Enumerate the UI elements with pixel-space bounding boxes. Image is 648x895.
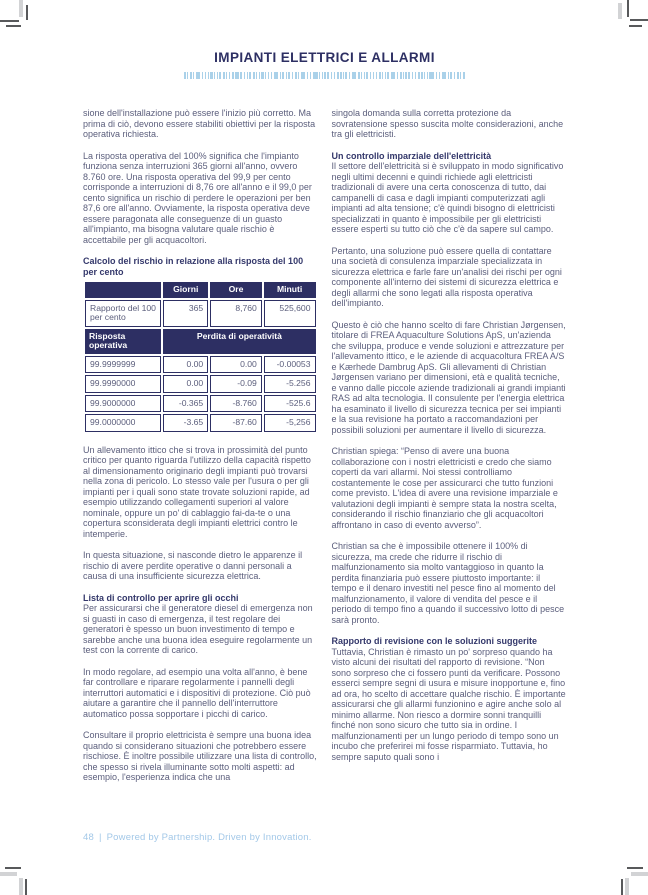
table-cell: 525,600 (264, 300, 316, 327)
table-cell: -0.365 (163, 395, 208, 413)
table-row-label: 99.0000000 (85, 414, 161, 432)
table-row (85, 395, 316, 413)
paragraph: In questa situazione, si nasconde dietro le apparenze il rischio di avere perdite operative o danni personali a causa di una insufficiente sicurezza elettrica. (83, 550, 303, 581)
table-row-label: 99.9990000 (85, 375, 161, 393)
table-row-label: 99.9000000 (85, 395, 161, 413)
section-heading: Lista di controllo per aprire gli occhi (83, 592, 239, 603)
paragraph: singola domanda sulla corretta protezione da sovratensione spesso suscita molte considerazioni, anche tra gli elettricisti. (331, 108, 564, 139)
left-column (83, 108, 318, 794)
paragraph: Consultare il proprio elettricista è sempre una buona idea quando si considerano situazioni che potrebbero essere rischiose. È inoltre possibile utilizzare una lista di controllo, che spesso si rivela illuminante sotto molti aspetti: ad esempio, l'esperienza indica che una (83, 730, 317, 782)
right-column (332, 108, 567, 794)
table-cell: -5,256 (264, 414, 316, 432)
table-cell: 0.00 (163, 375, 208, 393)
table-cell: -5.256 (264, 375, 316, 393)
footer-separator: | (98, 832, 102, 843)
paragraph: Tuttavia, Christian è rimasto un po' sorpreso quando ha visto alcuni dei risultati del rapporto di revisione. “Non sono sorpreso che ci fossero punti da verificare. Possono esserci sempre segni di usura e misure inopportune e, fino ad ora, ho scelto di accettare qualche rischio. È importante assicurarsi che gli allarmi funzionino e agire anche solo al minimo allarme. Non riesco a dormire sonni tranquilli finché non sono sicuro che tutto sia in ordine. I malfunzionamenti per un lungo periodo di tempo sono un incubo che preferirei mi fosse risparmiato. Tuttavia, ho sempre saputo quali sono i (331, 646, 566, 762)
table-header-cell: Ore (210, 282, 262, 298)
table-cell: -525.6 (264, 395, 316, 413)
table-cell: 0.00 (163, 356, 208, 374)
footer-tagline: Powered by Partnership. Driven by Innovation. (106, 832, 312, 843)
table-cell: -3.65 (163, 414, 208, 432)
paragraph: In modo regolare, ad esempio una volta all'anno, è bene far controllare e riparare regolarmente i pannelli degli interruttori automatici e i dispositivi di protezione. Ciò può aiutare a garantire che il pannello dell'interruttore automatico possa sopportare i picchi di carico. (83, 666, 311, 719)
section-heading: Calcolo del rischio in relazione alla risposta del 100 per cento (83, 256, 304, 277)
table-cell: -0.09 (210, 375, 262, 393)
paragraph: sione dell'installazione può essere l'inizio più corretto. Ma prima di ciò, devono essere stabiliti obiettivi per la risposta operativa richiesta. (83, 108, 316, 139)
paragraph: Christian sa che è impossibile ottenere il 100% di sicurezza, ma crede che ridurre il rischio di malfunzionamento sia molto vantaggioso in quanto la perdita finanziaria può essere piuttosto importante: il tempo e il denaro investiti nel pesce fino al momento del malfunzionamento, il valore di vendita del pesce e il periodo di tempo fino a quando il successivo lotto di pesce sarà pronto. (331, 541, 565, 625)
table-header-cell (85, 282, 161, 298)
table-row-label: Rapporto del 100 per cento (85, 300, 161, 327)
table-row (85, 414, 316, 432)
table-cell: 0.00 (210, 356, 262, 374)
table-subheader-span: Perdita di operatività (163, 329, 315, 354)
table-subheader-label: Risposta operativa (85, 329, 161, 354)
page-footer (83, 832, 312, 843)
section-heading: Un controllo imparziale dell'elettricità (331, 150, 492, 161)
page-title: IMPIANTI ELETTRICI E ALLARMI (214, 50, 435, 65)
table-row-label: 99.9999999 (85, 356, 161, 374)
article-header (83, 50, 566, 79)
page-number: 48 (83, 832, 94, 843)
paragraph: Christian spiega: “Penso di avere una buona collaborazione con i nostri elettricisti e credo che siamo coperti da vari allarmi. Noi stessi controlliamo costantemente le cose per assicurarci che tutto funzioni come previsto. L'idea di avere una revisione imparziale e valutazioni degli impianti è sempre stata la nostra scelta, considerando il rischio finanziario che gli acquacoltori affrontano in caso di evento avverso”. (331, 446, 558, 530)
paragraph: La risposta operativa del 100% significa che l'impianto funziona senza interruzioni 365 giorni all'anno, ovvero 8.760 ore. Una risposta operativa del 99,9 per cento corrisponde a interruzioni di 8,76 ore all'anno e il 99,0 per cento significa un rischio di perdere le operazioni per ben 87,6 ore all'anno. Ovviamente, la risposta operativa deve essere paragonata alle conseguenze di un guasto all'impianto, ma bisogna valutare quale rischio è accettabile per gli acquacoltori. (83, 150, 312, 245)
article-body (83, 108, 566, 794)
table-cell: -8.760 (210, 395, 262, 413)
table-header-cell: Minuti (264, 282, 316, 298)
table-cell: 365 (163, 300, 208, 327)
table-cell: -87.60 (210, 414, 262, 432)
risk-calculation-table (83, 280, 318, 434)
table-row (85, 375, 316, 393)
paragraph: Questo è ciò che hanno scelto di fare Christian Jørgensen, titolare di FREA Aquaculture Solutions ApS, un'azienda che sviluppa, produce e vende soluzioni e attrezzature per l'allevamento ittico, e le aziende di acquacoltura FREA A/S e Kærhede Dambrug ApS. Gli allevamenti di Christian Jørgensen variano per dimensioni, età e qualità tecniche, e vanno dalle piccole aziende tradizionali ai grandi impianti RAS ad alta tecnologia. Il consulente per l'energia elettrica ha esaminato il livello di sicurezza tecnica per sei impianti e la sua revisione ha portato a raccomandazioni per possibili soluzioni per aumentare il livello di sicurezza. (331, 319, 566, 435)
table-row (85, 356, 316, 374)
table-cell: 8,760 (210, 300, 262, 327)
paragraph: Il settore dell'elettricità si è sviluppato in modo significativo negli ultimi decenni e quindi richiede agli elettricisti tradizionali di avere una certa conoscenza di tutto, dai campanelli di casa e dagli impianti computerizzati agli impianti ad alta tensione; c'è quindi bisogno di elettricisti specializzati in quanto è impossibile per gli elettricisti essere esperti su tutto ciò che c'è da sapere sul campo. (331, 161, 564, 234)
paragraph: Pertanto, una soluzione può essere quella di contattare una società di consulenza imparziale specializzata in sicurezza elettrica e farle fare un'analisi dei rischi per ogni componente all'interno dei sistemi di sicurezza elettrica e degli allarmi che sono legati alla risposta operativa dell'impianto. (331, 245, 562, 308)
paragraph: Un allevamento ittico che si trova in prossimità del punto critico per quanto riguarda l'utilizzo della capacità rispetto al dimensionamento originario degli impianti può trovarsi nella zona di pericolo. Lo stesso vale per l'usura o per gli impianti per i quali sono state trovate soluzioni rapide, ad esempio utilizzando collegamenti superiori al valore nominale, oppure un po' di cablaggio fai-da-te o una copertura sconsiderata degli impianti elettrici contro le intemperie. (83, 444, 311, 539)
table-cell: -0.00053 (264, 356, 316, 374)
barcode-divider (184, 72, 465, 79)
paragraph: Per assicurarsi che il generatore diesel di emergenza non si guasti in caso di emergenza, il test regolare dei generatori è spesso un buon investimento di tempo e sarebbe anche una buona idea eseguire regolarmente un test con la corrente di carico. (83, 603, 313, 655)
table-header-cell: Giorni (163, 282, 208, 298)
section-heading: Rapporto di revisione con le soluzioni suggerite (331, 636, 538, 646)
